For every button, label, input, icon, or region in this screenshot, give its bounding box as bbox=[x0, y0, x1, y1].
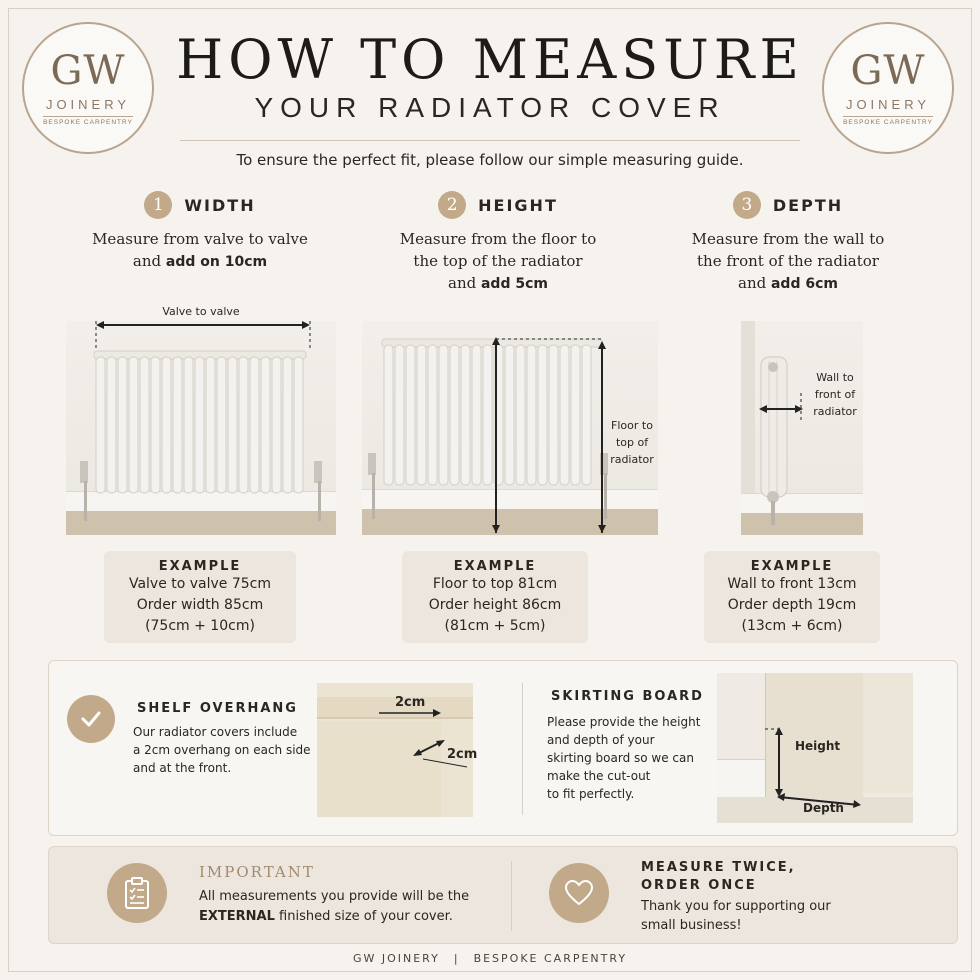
shelf-line: a 2cm overhang on each side bbox=[133, 743, 311, 757]
photo-label-line: top of bbox=[615, 436, 649, 449]
photo-label bbox=[805, 369, 865, 420]
measure-twice-text: Thank you for supporting our bbox=[641, 899, 831, 914]
example-line: Valve to valve 75cm bbox=[128, 576, 272, 592]
heart-icon bbox=[549, 863, 609, 923]
step-desc-text: and bbox=[132, 252, 166, 270]
footer-tagline: BESPOKE CARPENTRY bbox=[473, 952, 628, 965]
step-desc-line: Measure from valve to valve bbox=[92, 230, 308, 248]
overhang-label-top: 2cm bbox=[395, 695, 426, 710]
measure-twice-line: ORDER ONCE bbox=[641, 878, 757, 893]
footer bbox=[0, 952, 980, 965]
photo-label-line: radiator bbox=[610, 453, 654, 466]
step-desc-bold: add 6cm bbox=[770, 276, 838, 292]
example-line: Order width 85cm bbox=[136, 597, 264, 613]
photo-label-line: front of bbox=[814, 388, 856, 401]
height-photo bbox=[362, 321, 658, 535]
skirting-line: make the cut-out bbox=[547, 769, 651, 783]
brand-logo-right bbox=[822, 22, 954, 154]
measure-twice-description bbox=[641, 897, 941, 935]
step-desc-bold: add 5cm bbox=[480, 276, 548, 292]
step-description bbox=[638, 228, 938, 295]
step-number: 3 bbox=[733, 191, 761, 219]
photo-label bbox=[608, 417, 656, 468]
example-line: Wall to front 13cm bbox=[727, 576, 857, 592]
example-title: EXAMPLE bbox=[453, 559, 537, 574]
notes-panel bbox=[48, 846, 958, 944]
skirting-line: skirting board so we can bbox=[547, 751, 694, 765]
logo-monogram: GW bbox=[850, 47, 926, 94]
step-desc-bold: add on 10cm bbox=[165, 254, 268, 270]
skirting-line: and depth of your bbox=[547, 733, 655, 747]
shelf-title: SHELF OVERHANG bbox=[137, 701, 298, 716]
important-line: All measurements you provide will be the bbox=[199, 889, 470, 904]
skirting-height-label: Height bbox=[795, 739, 841, 753]
skirting-line: to fit perfectly. bbox=[547, 787, 635, 801]
skirting-line: Please provide the height bbox=[547, 715, 701, 729]
skirting-title: SKIRTING BOARD bbox=[551, 689, 704, 704]
example-line: (81cm + 5cm) bbox=[444, 618, 546, 634]
logo-name: JOINERY bbox=[45, 96, 131, 112]
clipboard-icon bbox=[107, 863, 167, 923]
skirting-description bbox=[547, 713, 717, 803]
measure-twice-line: MEASURE TWICE, bbox=[641, 860, 796, 875]
important-title: IMPORTANT bbox=[199, 863, 315, 881]
logo-name: JOINERY bbox=[845, 96, 931, 112]
header-divider bbox=[180, 140, 800, 141]
step-title: DEPTH bbox=[772, 195, 844, 215]
shelf-photo bbox=[317, 683, 478, 817]
page-subtitle: YOUR RADIATOR COVER bbox=[254, 92, 726, 123]
logo-monogram: GW bbox=[50, 47, 126, 94]
example-title: EXAMPLE bbox=[158, 559, 242, 574]
skirting-depth-label: Depth bbox=[803, 801, 844, 815]
step-desc-line: Measure from the floor to bbox=[399, 230, 597, 248]
photo-label-line: Floor to bbox=[611, 419, 653, 432]
brand-logo-left bbox=[22, 22, 154, 154]
important-line: finished size of your cover. bbox=[274, 909, 453, 924]
example-card-depth bbox=[704, 551, 880, 643]
example-title: EXAMPLE bbox=[750, 559, 834, 574]
depth-photo bbox=[741, 321, 863, 535]
step-desc-text: and bbox=[738, 274, 771, 292]
logo-tagline: BESPOKE CARPENTRY bbox=[43, 116, 133, 126]
step-desc-text: and bbox=[448, 274, 481, 292]
check-icon bbox=[67, 695, 115, 743]
footer-separator: | bbox=[453, 952, 460, 965]
shelf-line: Our radiator covers include bbox=[133, 725, 298, 739]
example-card-width bbox=[104, 551, 296, 643]
measure-twice-title bbox=[641, 859, 796, 895]
step-height bbox=[348, 190, 648, 295]
footer-brand: GW JOINERY bbox=[352, 952, 440, 965]
tips-panel bbox=[48, 660, 958, 836]
example-line: Order depth 19cm bbox=[727, 597, 857, 613]
width-photo bbox=[66, 305, 336, 535]
step-width bbox=[50, 190, 350, 273]
example-line: Floor to top 81cm bbox=[432, 576, 558, 592]
measure-twice-text: small business! bbox=[641, 918, 742, 933]
radiator-illustration bbox=[741, 321, 863, 535]
step-number: 2 bbox=[438, 191, 466, 219]
panel-divider bbox=[522, 683, 523, 815]
step-desc-line: Measure from the wall to bbox=[691, 230, 885, 248]
shelf-description bbox=[133, 723, 323, 777]
skirting-photo bbox=[717, 673, 913, 823]
photo-label: Valve to valve bbox=[162, 305, 240, 318]
example-line: (75cm + 10cm) bbox=[145, 618, 255, 634]
step-title: HEIGHT bbox=[478, 195, 558, 215]
overhang-label-side: 2cm bbox=[447, 747, 478, 762]
step-description bbox=[348, 228, 648, 295]
step-title: WIDTH bbox=[184, 195, 256, 215]
step-description bbox=[50, 228, 350, 273]
shelf-line: and at the front. bbox=[133, 761, 232, 775]
important-description bbox=[199, 887, 509, 927]
intro-text: To ensure the perfect fit, please follow our simple measuring guide. bbox=[236, 151, 744, 169]
important-bold: EXTERNAL bbox=[199, 909, 275, 924]
example-card-height bbox=[402, 551, 588, 643]
step-number: 1 bbox=[144, 191, 172, 219]
example-line: Order height 86cm bbox=[428, 597, 562, 613]
example-line: (13cm + 6cm) bbox=[741, 618, 843, 634]
radiator-illustration bbox=[66, 321, 336, 535]
photo-label-line: Wall to bbox=[816, 371, 854, 384]
photo-label-line: radiator bbox=[813, 405, 857, 418]
step-desc-line: the top of the radiator bbox=[413, 252, 583, 270]
step-desc-line: the front of the radiator bbox=[697, 252, 879, 270]
step-depth bbox=[638, 190, 938, 295]
page-title: HOW TO MEASURE bbox=[176, 28, 804, 91]
logo-tagline: BESPOKE CARPENTRY bbox=[843, 116, 933, 126]
bottom-divider bbox=[511, 861, 512, 931]
